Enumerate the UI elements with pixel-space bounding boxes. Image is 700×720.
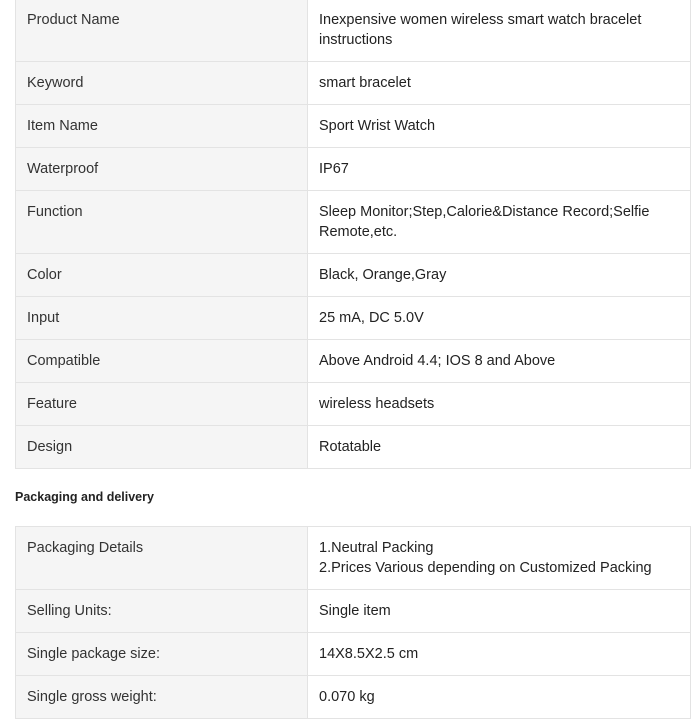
table-row: [16, 590, 691, 633]
spec-label: Product Name: [16, 0, 308, 62]
spec-value: smart bracelet: [308, 62, 691, 105]
table-row: [16, 0, 691, 62]
table-row: [16, 383, 691, 426]
spec-value: Sport Wrist Watch: [308, 105, 691, 148]
packaging-value: 14X8.5X2.5 cm: [308, 633, 691, 676]
table-row: [16, 633, 691, 676]
packaging-heading: Packaging and delivery: [15, 490, 154, 504]
spec-label: Feature: [16, 383, 308, 426]
table-row: [16, 105, 691, 148]
table-row: [16, 426, 691, 469]
spec-value: Above Android 4.4; IOS 8 and Above: [308, 340, 691, 383]
spec-value: Black, Orange,Gray: [308, 254, 691, 297]
table-row: [16, 297, 691, 340]
table-row: [16, 254, 691, 297]
spec-value: IP67: [308, 148, 691, 191]
table-row: [16, 191, 691, 254]
packaging-label: Single gross weight:: [16, 676, 308, 719]
spec-label: Function: [16, 191, 308, 254]
packaging-label: Selling Units:: [16, 590, 308, 633]
table-row: [16, 676, 691, 719]
packaging-value: Single item: [308, 590, 691, 633]
spec-value: Rotatable: [308, 426, 691, 469]
packaging-label: Single package size:: [16, 633, 308, 676]
spec-label: Design: [16, 426, 308, 469]
spec-value: wireless headsets: [308, 383, 691, 426]
spec-label: Color: [16, 254, 308, 297]
packaging-value: 1.Neutral Packing 2.Prices Various depending on Customized Packing: [308, 527, 691, 590]
packaging-value: 0.070 kg: [308, 676, 691, 719]
packaging-label: Packaging Details: [16, 527, 308, 590]
spec-label: Waterproof: [16, 148, 308, 191]
spec-value: 25 mA, DC 5.0V: [308, 297, 691, 340]
table-row: [16, 62, 691, 105]
spec-value: Sleep Monitor;Step,Calorie&Distance Record;Selfie Remote,etc.: [308, 191, 691, 254]
packaging-table: [15, 526, 691, 719]
specifications-table: [15, 0, 691, 469]
table-row: [16, 527, 691, 590]
spec-value: Inexpensive women wireless smart watch bracelet instructions: [308, 0, 691, 62]
table-row: [16, 148, 691, 191]
spec-label: Input: [16, 297, 308, 340]
spec-label: Item Name: [16, 105, 308, 148]
spec-label: Compatible: [16, 340, 308, 383]
table-row: [16, 340, 691, 383]
spec-label: Keyword: [16, 62, 308, 105]
